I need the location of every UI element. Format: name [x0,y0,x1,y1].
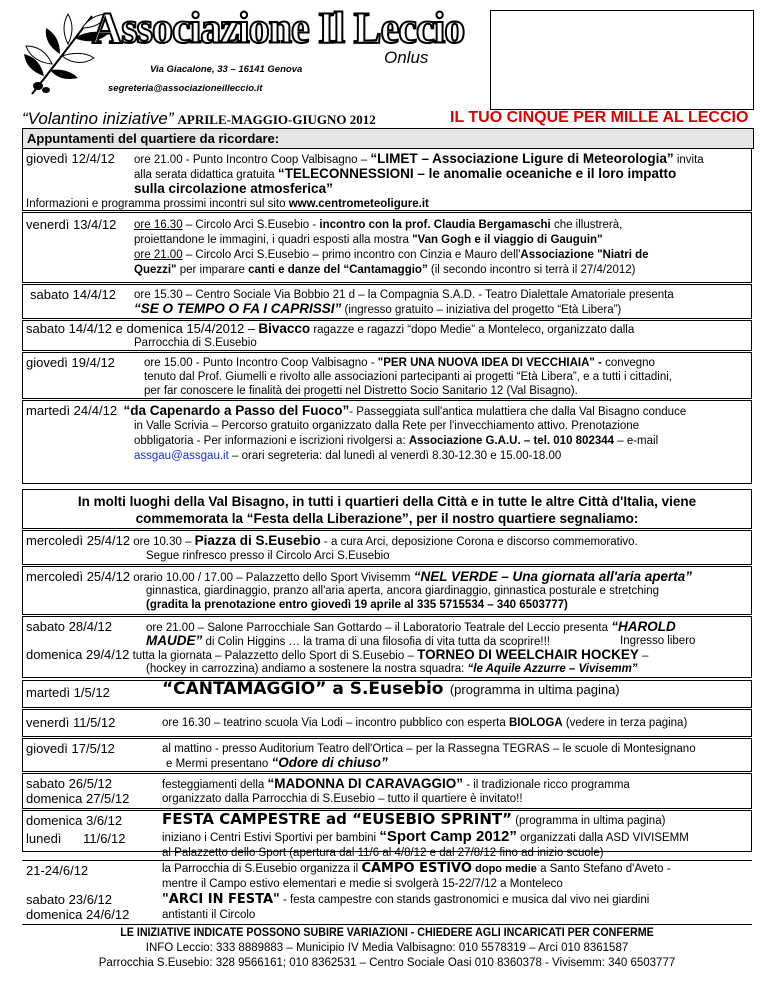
event-line [162,777,630,792]
t: “MADONNA DI CARAVAGGIO” [267,776,463,791]
divider [22,924,752,925]
event-line: sulla circolazione atmosferica” [134,181,333,196]
t: per imparare [179,264,245,276]
t: "ARCI IN FESTA" [162,892,280,907]
t: FESTA CAMPESTRE ad “EUSEBIO SPRINT” [162,810,513,828]
t: la Parrocchia di S.Eusebio organizza il [162,863,359,875]
t: “LIMET – Associazione Ligure di Meteorologia” [370,151,674,166]
t: convegno [605,357,655,369]
event-date: sabato 28/4/12 [26,619,113,634]
t: In molti luoghi della Val Bisagno, in tutti i quartieri della Città e in tutte le altre Città d'Italia, viene [77,494,697,509]
appointments-heading: Appuntamenti del quartiere da ricordare: [22,128,754,149]
address: Via Giacalone, 33 – 16141 Genova [150,64,303,75]
t: – [642,650,649,662]
t: invita [676,154,704,166]
event-line: al Palazzetto dello Sport (apertura dal 11/6 al 4/8/12 e dal 27/8/12 fino ad inizio scuole) [162,847,604,859]
t: di Colin Higgins … la trama di una filosofia di vita tutta da scoprire!!! [205,636,550,648]
footer-info: Parrocchia S.Eusebio: 328 9566161; 010 8362531 – Centro Sociale Oasi 010 8360378 - Vivisemm: 340 6503777 [98,957,676,969]
event-date: venerdì 13/4/12 [26,217,117,232]
email-link[interactable]: assgau@assgau.it [134,450,229,462]
event-line: (gradita la prenotazione entro giovedì 19 aprile al 335 5715534 – 340 6503777) [146,599,568,611]
t: - il tradizionale ricco programma [466,779,630,791]
event-date: lunedì 11/6/12 [26,831,126,846]
event-line: mentre il Campo estivo elementari e medie si svolgerà 15-22/7/12 a Monteleco [162,878,563,890]
liberazione-heading [22,489,752,529]
event-line [134,233,603,247]
event-line [134,302,621,317]
event-date: giovedì 17/5/12 [26,741,115,756]
event-line: al mattino - presso Auditorium Teatro dell'Ortica – per la Rassegna TEGRAS – le scuole di Montesignano [162,743,696,755]
t: Associazione G.A.U. – tel. 010 802344 [408,435,615,447]
event-line: in Valle Scrivia – Percorso gratuito organizzato dalla Rete per l'invecchiamento attivo. Prenotazione [134,420,640,432]
website-link[interactable]: www.centrometeoligure.it [288,198,429,210]
t: “HAROLD [611,619,676,634]
t: "Van Gogh e il viaggio di Gauguin" [412,234,603,246]
event-line [134,434,658,448]
event-line [26,534,638,549]
flyer-heading: “Volantino iniziative” [22,109,174,128]
t: “SE O TEMPO O FA I CAPRISSI” [134,301,342,316]
t: e Mermi presentano [166,758,269,770]
event-line [134,263,635,277]
event-line [162,812,665,828]
event-date: sabato 23/6/12 [26,892,113,907]
event-date: domenica 29/4/12 [26,647,130,662]
t: organizzati dalla ASD VIVISEMM [520,832,689,844]
event-line [134,248,649,262]
event-line [146,662,638,676]
event-line: tenuto dal Prof. Giumelli e rivolto alle associazioni partecipanti ai progetti “Età Libera”, e a tutti i cittadini, [144,371,672,383]
t: che illustrerà, [553,219,623,231]
t: MAUDE” [146,633,203,648]
event-date: giovedì 19/4/12 [26,355,115,370]
t: (programma in ultima pagina) [515,815,666,827]
event-line [146,620,676,635]
event-date: domenica 24/6/12 [26,907,130,922]
t: iniziano i Centri Estivi Sportivi per bambini [162,832,377,844]
t: – Circolo Arci S.Eusebio – primo incontro con Cinzia e Mauro dell' [185,249,521,261]
t: ore 21.00 [134,249,183,261]
event-line: Ingresso libero [620,635,696,647]
t: alla serata didattica gratuita [134,169,275,181]
event-line: organizzato dalla Parrocchia di S.Eusebio – tutto il quartiere è invitato!! [162,793,523,805]
event-date: mercoledì 25/4/12 [26,533,131,548]
flyer-title [22,109,376,129]
t: tutta la giornata – Palazzetto dello Sport di S.Eusebio – [132,650,414,662]
flyer-period: APRILE-MAGGIO-GIUGNO 2012 [177,112,376,127]
t: - festa campestre con stands gastronomici e musica dal vivo nei giardini [283,894,650,906]
t: Associazione "Niatri de [520,249,649,261]
cinque-per-mille: IL TUO CINQUE PER MILLE AL LECCIO [450,109,749,126]
event-line [26,648,648,663]
event-line: ore 15.30 – Centro Sociale Via Bobbio 21 d – la Compagnia S.A.D. - Teatro Dialettale Amatoriale presenta [134,289,674,301]
footer [22,926,752,971]
event-line: Segue rinfresco presso il Circolo Arci S.Eusebio [146,550,390,562]
t: ore 21.00 - Punto Incontro Coop Valbisagno – [134,154,368,166]
t: “Sport Camp 2012” [379,828,517,845]
t: “le Aquile Azzurre – Vivisemm” [467,663,638,675]
t: (il secondo incontro si terrà il 27/4/2012) [430,264,636,276]
event-date: sabato 14/4/12 [30,287,117,302]
t: festeggiamenti della [162,779,265,791]
t: CAMPO ESTIVO [361,861,472,876]
t: (hockey in carrozzina) andiamo a sostenere la nostra squadra: [146,663,465,675]
t: “NEL VERDE – Una giornata all'aria aperta” [413,569,693,584]
event-line: ginnastica, giardinaggio, pranzo all'aria aperta, ancora giardinaggio, ginnastica posturale e stretching [146,585,659,597]
event-line [26,404,686,419]
onlus-label: Onlus [384,48,429,67]
t: Informazioni e programma prossimi incontri sul sito [26,198,286,210]
event-date: martedì 24/4/12 [26,403,118,418]
t: ore 21.00 – Salone Parrocchiale San Gottardo – il Laboratorio Teatrale del Leccio presenta [146,622,608,634]
event-line: Parrocchia di S.Eusebio [134,337,257,349]
t: TORNEO DI WEELCHAIR HOCKEY [417,647,639,662]
event-line [26,322,634,337]
t: BIOLOGA [508,717,563,729]
t: incontro con la prof. Claudia Bergamaschi [319,219,551,231]
event-line [166,756,388,771]
event-line [162,679,620,699]
t: (vedere in terza pagina) [565,717,688,729]
event-date: domenica 27/5/12 [26,791,130,806]
event-date: 21-24/6/12 [26,863,89,878]
t: ore 16.30 – teatrino scuola Via Lodi – incontro pubblico con esperta [162,717,506,729]
event-line [162,893,649,907]
t: proiettandone le immagini, i quadri esposti alla mostra [134,234,409,246]
email[interactable]: segreteria@associazioneilleccio.it [108,83,263,94]
t: "PER UNA NUOVA IDEA DI VECCHIAIA" - [377,357,602,369]
event-date: venerdì 11/5/12 [26,715,116,730]
event-line [162,716,687,730]
t: – Circolo Arci S.Eusebio - [185,219,317,231]
event-line: antistanti il Circolo [162,909,256,921]
t: ore 10.30 – [133,536,192,548]
t: dopo medie [475,863,537,875]
event-line [162,862,671,876]
t: – e-mail [617,435,659,447]
t: (programma in ultima pagina) [449,682,620,697]
event-line [134,218,622,232]
event-line [134,167,676,182]
t: Piazza di S.Eusebio [194,533,321,548]
t: “CANTAMAGGIO” a S.Eusebio [162,679,444,699]
t: (ingresso gratuito – iniziativa del progetto “Età Libera”) [344,304,622,316]
event-date: sabato 26/5/12 [26,776,113,791]
t: a Santo Stefano d'Aveto - [540,863,671,875]
t: - Passeggiata sull'antica mulattiera che dalla Val Bisagno conduce [349,406,687,418]
t: ore 15.00 - Punto Incontro Coop Valbisagno - [144,357,375,369]
event-line [26,197,429,211]
footer-warning: LE INIZIATIVE INDICATE POSSONO SUBIRE VARIAZIONI - CHIEDERE AGLI INCARICATI PER CONFERME [120,927,654,939]
t: canti e danze del “Cantamaggio” [248,264,428,276]
t: ragazze e ragazzi “dopo Medie” a Monteleco, organizzato dalla [313,324,635,336]
t: Bivacco [258,321,311,336]
t: orario 10.00 / 17.00 – Palazzetto dello Sport Vivisemm [133,572,411,584]
event-date: giovedì 12/4/12 [26,151,115,166]
t: - a cura Arci, deposizione Corona e discorso commemorativo. [323,536,638,548]
t: “TELECONNESSIONI – le anomalie oceaniche e il loro impatto [277,166,677,181]
t: – orari segreteria: dal lunedì al venerdì 8.30-12.30 e 15.00-18.00 [232,450,562,462]
event-line [134,152,704,167]
t: “da Capenardo a Passo del Fuoco” [123,403,350,418]
event-date: domenica 3/6/12 [26,813,123,828]
t: obbligatoria - Per informazioni e iscrizioni rivolgersi a: [134,435,406,447]
event-line [26,570,692,585]
event-line [144,356,655,370]
t: sabato 14/4/12 e domenica 15/4/2012 – [26,321,256,336]
footer-info: INFO Leccio: 333 8889883 – Municipio IV Media Valbisagno: 010 5578319 – Arci 010 8361587 [145,942,629,954]
association-title: Associazione Il Leccio [92,4,465,54]
event-line [162,830,689,845]
event-line: per far conoscere le finalità dei progetti nel Distretto Socio Sanitario 12 (Val Bisagno). [144,385,578,397]
event-date: martedì 1/5/12 [26,685,110,700]
event-line [134,449,561,463]
t: ore 16.30 [134,219,183,231]
event-date: mercoledì 25/4/12 [26,569,131,584]
t: “Odore di chiuso” [271,755,388,770]
t: Quezzi" [134,264,177,276]
empty-frame [490,10,754,110]
t: commemorata la “Festa della Liberazione”, per il nostro quartiere segnaliamo: [135,511,639,526]
